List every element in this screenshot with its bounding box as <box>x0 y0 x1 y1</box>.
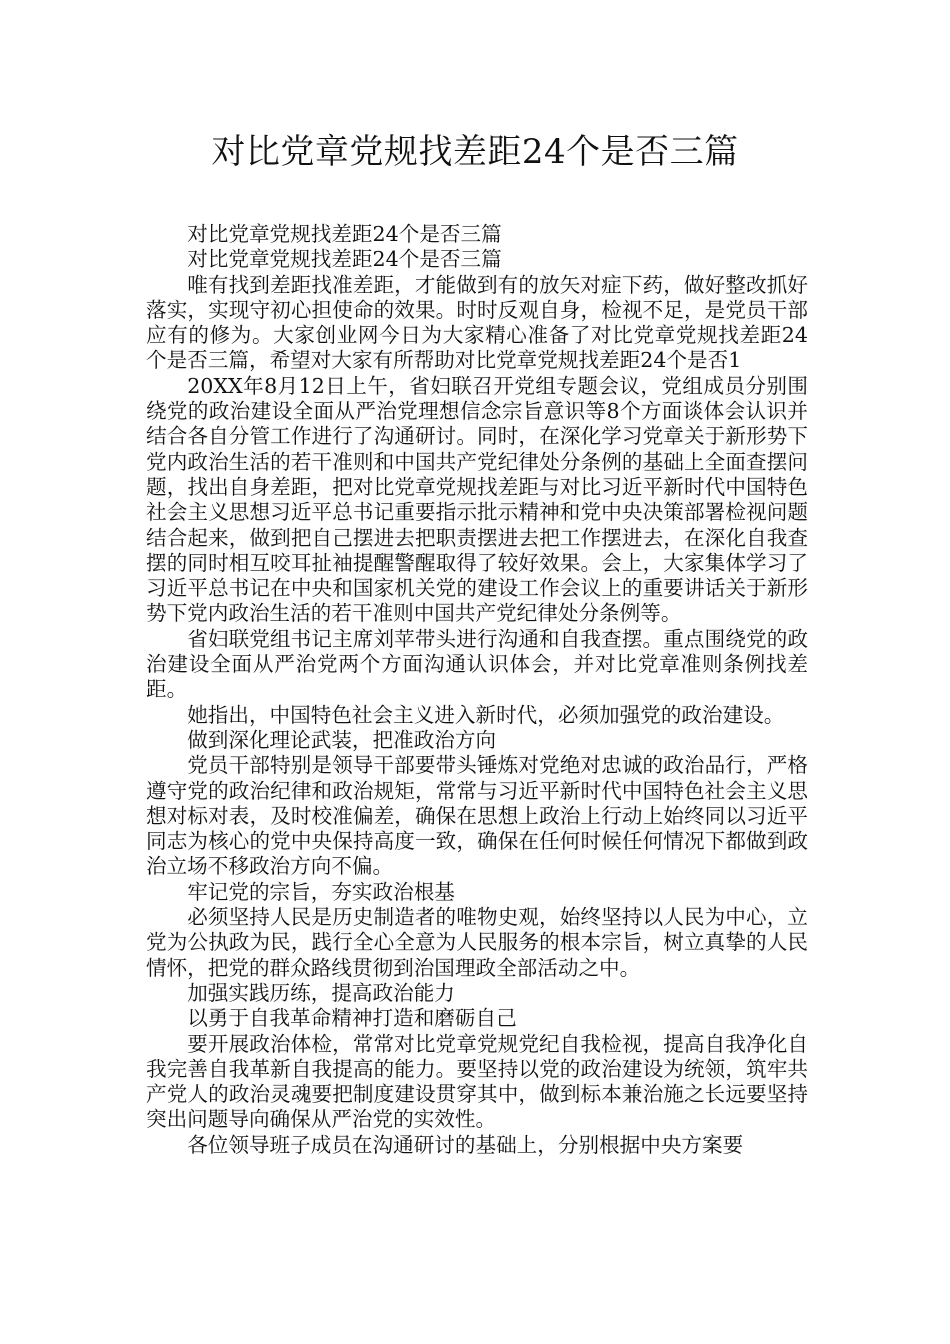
paragraph-secretary: 省妇联党组书记主席刘苹带头进行沟通和自我查摆。重点围绕党的政治建设全面从严治党两个方面沟通认识体会，并对比党章准则条例找差距。 <box>146 626 808 702</box>
paragraph-people: 必须坚持人民是历史制造者的唯物史观，始终坚持以人民为中心，立党为公执政为民，践行全心全意为人民服务的根本宗旨，树立真挚的人民情怀，把党的群众路线贯彻到治国理政全部活动之中。 <box>146 905 808 980</box>
heading-theory: 做到深化理论武装，把准政治方向 <box>187 727 497 752</box>
paragraph-title-repeat-1: 对比党章党规找差距24个是否三篇 <box>187 222 502 246</box>
paragraph-political-check: 要开展政治体检，常常对比党章党规党纪自我检视，提高自我净化自我完善自我革新自我提高的能力。要坚持以党的政治建设为统领，筑牢共产党人的政治灵魂要把制度建设贯穿其中，做到标本兼治施之长远要坚持突出问题导向确保从严治党的实效性。 <box>146 1031 808 1132</box>
heading-practice: 加强实践历练，提高政治能力 <box>187 980 455 1005</box>
paragraph-meeting: 20XX年8月12日上午，省妇联召开党组专题会议，党组成员分别围绕党的政治建设全面从严治党理想信念宗旨意识等8个方面谈体会认识并结合各自分管工作进行了沟通研讨。同时，在深化学习党章关于新形势下党内政治生活的若干准则和中国共产党纪律处分条例的基础上全面查摆问题，找出自身差距，把对比党章党规找差距与对比习近平新时代中国特色社会主义思想习近平总书记重要指示批示精神和党中央决策部署检视问题结合起来，做到把自己摆进去把职责摆进去把工作摆进去，在深化自我查摆的同时相互咬耳扯袖提醒警醒取得了较好效果。会上，大家集体学习了习近平总书记在中央和国家机关党的建设工作会议上的重要讲话关于新形势下党内政治生活的若干准则中国共产党纪律处分条例等。 <box>146 373 808 626</box>
heading-self-revolution: 以勇于自我革命精神打造和磨砺自己 <box>187 1006 517 1031</box>
document-title: 对比党章党规找差距24个是否三篇 <box>211 132 739 172</box>
paragraph-title-repeat-2: 对比党章党规找差距24个是否三篇 <box>187 247 502 272</box>
paragraph-new-era: 她指出，中国特色社会主义进入新时代，必须加强党的政治建设。 <box>187 702 785 727</box>
paragraph-intro: 唯有找到差距找准差距，才能做到有的放矢对症下药，做好整改抓好落实，实现守初心担使命的效果。时时反观自身，检视不足，是党员干部应有的修为。大家创业网今日为大家精心准备了对比党章党规找差距24个是否三篇，希望对大家有所帮助对比党章党规找差距24个是否1 <box>146 272 808 373</box>
heading-purpose: 牢记党的宗旨，夯实政治根基 <box>187 879 455 904</box>
document-body <box>146 222 808 1158</box>
paragraph-loyalty: 党员干部特别是领导干部要带头锤炼对党绝对忠诚的政治品行，严格遵守党的政治纪律和政治规矩，常常与习近平新时代中国特色社会主义思想对标对表，及时校准偏差，确保在思想上政治上行动上始终同以习近平同志为核心的党中央保持高度一致，确保在任何时候任何情况下都做到政治立场不移政治方向不偏。 <box>146 753 808 879</box>
paragraph-leadership: 各位领导班子成员在沟通研讨的基础上，分别根据中央方案要 <box>187 1132 744 1157</box>
